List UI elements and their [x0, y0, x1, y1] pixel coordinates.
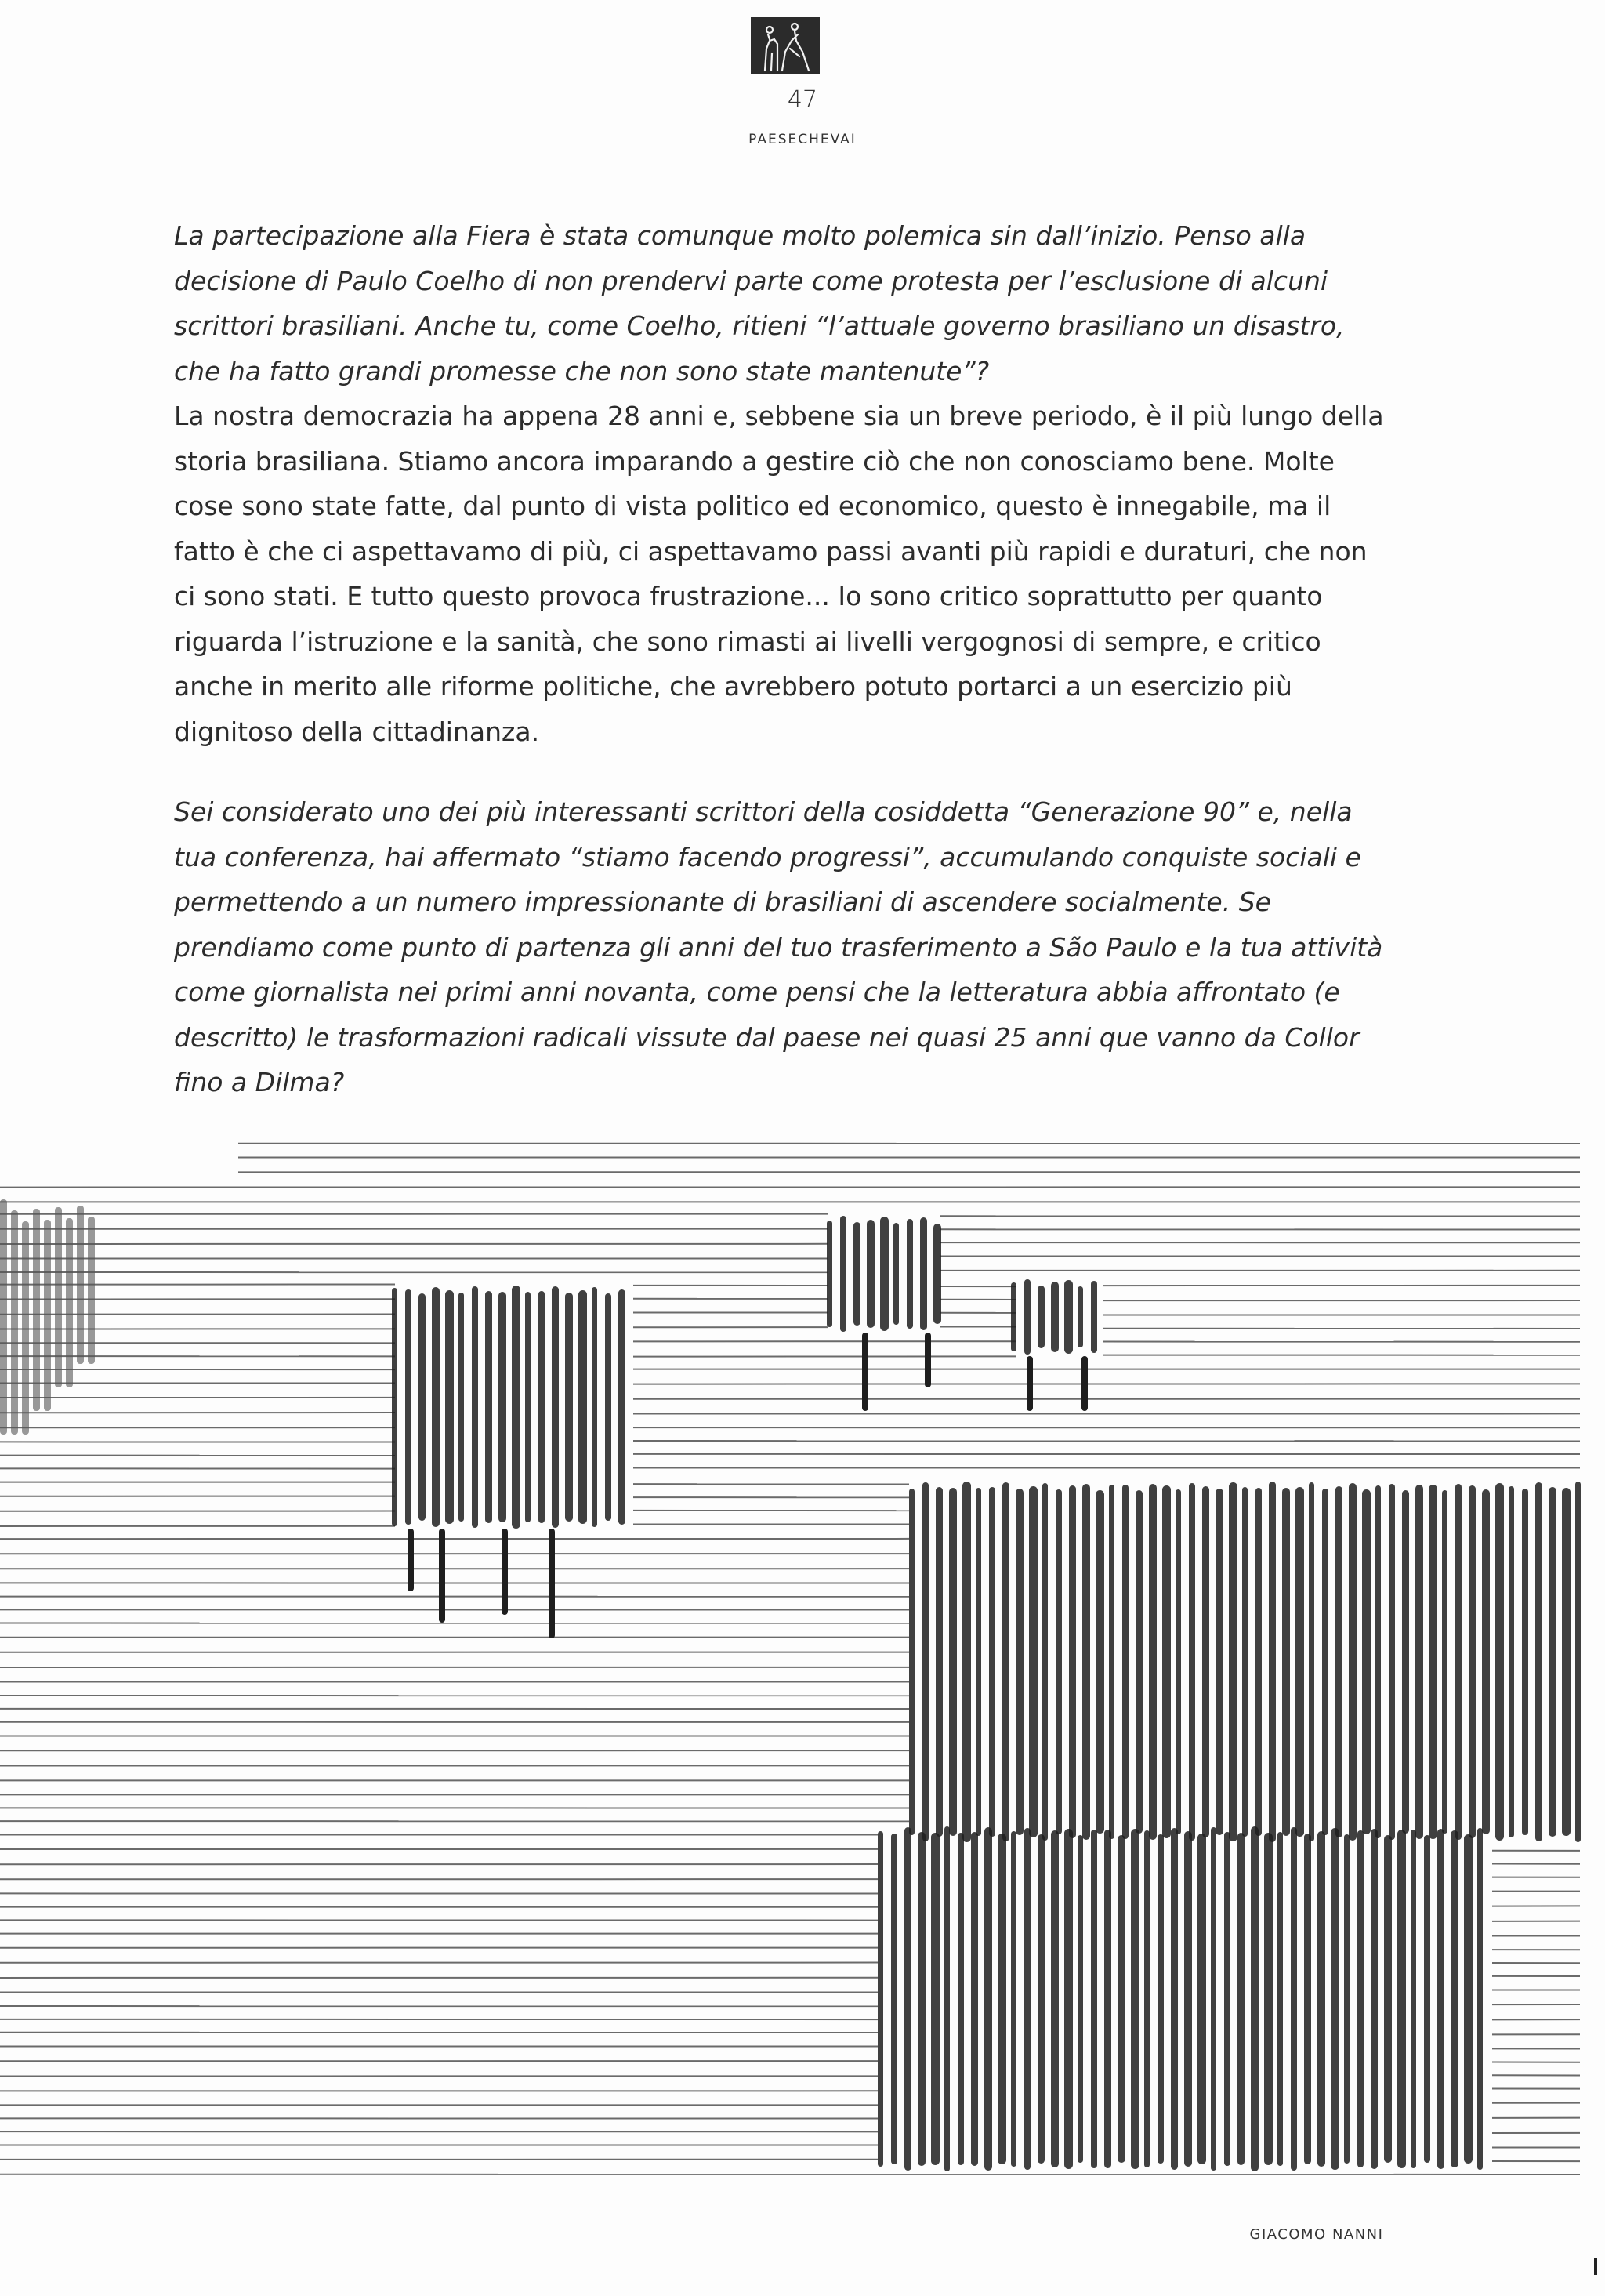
- ink-stroke: [880, 1217, 889, 1331]
- ink-stroke: [1509, 1486, 1514, 1837]
- ink-stroke: [867, 1220, 875, 1328]
- ink-stroke: [1304, 1834, 1311, 2164]
- section-label: PAESECHEVAI: [748, 132, 857, 147]
- ink-stroke-edge: [44, 1220, 51, 1411]
- ink-stroke: [922, 1482, 929, 1841]
- ink-stroke: [904, 1827, 911, 2171]
- ink-stroke: [1522, 1489, 1528, 1835]
- ink-stroke: [1216, 1489, 1223, 1835]
- ink-stroke: [565, 1293, 573, 1522]
- ink-stroke: [949, 1488, 957, 1836]
- ink-stroke: [1064, 1280, 1073, 1354]
- ink-stroke: [1451, 1830, 1458, 2167]
- ink-stroke-leg: [408, 1529, 414, 1591]
- ink-stroke: [1464, 1834, 1473, 2164]
- ink-stroke: [1056, 1489, 1062, 1834]
- horse-and-riders-logo-icon: [751, 17, 820, 74]
- ink-stroke: [1317, 1831, 1325, 2167]
- ink-stroke: [618, 1289, 625, 1525]
- ink-stroke: [1051, 1282, 1059, 1352]
- ink-stroke-edge: [66, 1218, 73, 1387]
- ink-stroke: [1042, 1483, 1048, 1841]
- ink-stroke: [1051, 1830, 1059, 2167]
- ink-stroke: [1371, 1829, 1378, 2169]
- ink-stroke: [1309, 1482, 1314, 1841]
- ink-stroke: [1078, 1286, 1083, 1347]
- ink-stroke: [1469, 1485, 1476, 1838]
- page-number: 47: [787, 86, 818, 114]
- ink-stroke: [445, 1290, 454, 1524]
- ink-stroke: [989, 1487, 995, 1837]
- ink-stroke: [1176, 1489, 1181, 1834]
- ink-stroke-edge: [55, 1207, 62, 1387]
- ink-stroke: [1357, 1830, 1364, 2167]
- ink-stroke: [1144, 1830, 1150, 2167]
- page-edge-mark: [1594, 2258, 1597, 2275]
- ink-stroke: [1211, 1827, 1216, 2171]
- ink-stroke: [1575, 1482, 1581, 1842]
- ink-stroke-leg: [925, 1333, 931, 1387]
- ink-stroke: [1229, 1482, 1237, 1841]
- ink-stroke: [958, 1833, 964, 2165]
- ink-stroke: [909, 1489, 915, 1835]
- ink-stroke: [1455, 1484, 1462, 1840]
- ink-stroke: [1282, 1488, 1290, 1836]
- ink-stroke: [1322, 1489, 1328, 1835]
- illustration-credit: GIACOMO NANNI: [1249, 2226, 1384, 2243]
- interview-question: Sei considerato uno dei più interessanti scrittori della cosiddetta “Generazione 90” e, nella tua conferenza, hai affermato “stiamo facendo progressi”, accumulando conquiste sociali e permettendo a un numero impressionante di brasiliani di ascendere socialmente. Se prendiamo come punto di partenza gli anni del tuo trasferimento a São Paulo e la tua attività come giornalista nei primi anni novanta, come pensi che la letteratura abbia affrontato (e descritto) le trasformazioni radicali vissute dal paese nei quasi 25 anni que vanno da Collor fino a Dilma?: [174, 796, 1383, 1097]
- ink-stroke: [1331, 1828, 1339, 2170]
- ink-stroke: [931, 1833, 940, 2165]
- ink-stroke: [1415, 1485, 1423, 1839]
- ink-stroke: [1104, 1830, 1111, 2168]
- ink-stroke: [1136, 1490, 1143, 1834]
- ink-stroke: [592, 1287, 597, 1527]
- ink-stroke: [498, 1292, 506, 1522]
- ink-stroke: [552, 1286, 559, 1528]
- ink-stroke: [1069, 1485, 1076, 1838]
- ink-stroke: [1535, 1482, 1542, 1841]
- ink-stroke: [1162, 1485, 1171, 1838]
- interview-question: La partecipazione alla Fiera è stata comunque molto polemica sin dall’inizio. Penso alla decisione di Paulo Coelho di non prendervi parte come protesta per l’esclusione di alcuni scrittori brasiliani. Anche tu, come Coelho, ritieni “l’attuale governo brasiliano un disastro, che ha fatto grandi promesse che non sono state mantenute”?: [174, 220, 1345, 386]
- ink-stroke: [944, 1826, 950, 2171]
- ink-stroke: [1482, 1489, 1490, 1834]
- ink-stroke: [962, 1482, 971, 1842]
- ink-stroke: [1024, 1828, 1031, 2170]
- ink-stroke: [1202, 1486, 1209, 1837]
- ink-stroke: [971, 1832, 978, 2166]
- ink-stroke: [918, 1832, 926, 2166]
- ink-stroke: [1197, 1834, 1206, 2164]
- line-illustration: [0, 1121, 1605, 2218]
- ink-stroke-leg: [1027, 1356, 1033, 1411]
- ink-stroke: [1091, 1830, 1097, 2168]
- ink-stroke: [907, 1219, 913, 1329]
- ink-stroke: [1242, 1487, 1248, 1837]
- ink-stroke: [1335, 1486, 1342, 1837]
- ink-stroke-edge: [88, 1217, 95, 1364]
- ink-stroke: [1091, 1281, 1097, 1353]
- ink-stroke: [1122, 1485, 1129, 1839]
- ink-stroke: [1442, 1490, 1447, 1834]
- ink-stroke: [1549, 1487, 1556, 1837]
- ink-stroke: [1402, 1490, 1409, 1834]
- ink-stroke: [1011, 1282, 1016, 1351]
- ink-stroke: [936, 1487, 943, 1837]
- ink-stroke: [1082, 1484, 1090, 1840]
- ink-stroke: [1149, 1484, 1157, 1840]
- ink-stroke-edge: [0, 1199, 7, 1435]
- ink-stroke: [1109, 1485, 1114, 1839]
- ink-stroke: [1349, 1483, 1357, 1841]
- ink-stroke: [1038, 1286, 1045, 1348]
- ink-stroke: [1016, 1489, 1024, 1835]
- ink-stroke: [1002, 1482, 1009, 1841]
- ink-stroke: [1277, 1832, 1283, 2166]
- ink-stroke: [1118, 1835, 1125, 2163]
- ink-stroke: [1024, 1279, 1031, 1355]
- ink-stroke: [933, 1224, 941, 1324]
- interview-block-1: [174, 213, 1397, 754]
- ink-stroke: [998, 1834, 1006, 2164]
- ink-stroke: [976, 1488, 981, 1836]
- ink-stroke: [1397, 1830, 1406, 2168]
- ink-stroke: [1255, 1488, 1262, 1836]
- ink-stroke: [1264, 1833, 1273, 2165]
- ink-stroke: [920, 1217, 927, 1330]
- ink-stroke: [432, 1287, 440, 1527]
- ink-stroke: [1184, 1831, 1192, 2167]
- ink-stroke: [1237, 1833, 1245, 2165]
- ink-stroke: [538, 1291, 545, 1523]
- ink-stroke: [1131, 1829, 1139, 2169]
- ink-stroke: [1424, 1835, 1430, 2163]
- ink-stroke: [1158, 1834, 1164, 2164]
- ink-stroke: [1011, 1831, 1016, 2167]
- ink-stroke: [1251, 1826, 1259, 2171]
- ink-stroke: [1562, 1488, 1571, 1836]
- ink-stroke: [605, 1293, 611, 1521]
- ink-stroke: [1064, 1829, 1073, 2169]
- ink-stroke: [1038, 1834, 1045, 2164]
- ink-stroke: [1096, 1490, 1104, 1834]
- ink-stroke: [1477, 1828, 1483, 2170]
- ink-stroke: [392, 1288, 397, 1526]
- ink-stroke: [1375, 1485, 1381, 1838]
- ink-stroke: [878, 1831, 883, 2167]
- ink-stroke: [1189, 1483, 1195, 1841]
- ink-stroke: [485, 1291, 492, 1523]
- ink-stroke: [1495, 1483, 1504, 1841]
- ink-stroke: [1291, 1827, 1297, 2171]
- ink-stroke: [418, 1293, 426, 1521]
- ink-stroke: [1078, 1835, 1083, 2163]
- ink-stroke: [1171, 1828, 1178, 2170]
- ink-stroke-leg: [549, 1529, 555, 1638]
- ink-stroke-edge: [33, 1209, 40, 1411]
- interview-block-2: [174, 789, 1397, 1105]
- ink-stroke: [891, 1834, 897, 2164]
- ink-stroke: [525, 1292, 531, 1522]
- ink-stroke: [1389, 1484, 1395, 1840]
- ink-stroke: [1437, 1829, 1444, 2169]
- ink-stroke: [1269, 1482, 1276, 1842]
- ink-stroke: [853, 1222, 860, 1326]
- ink-stroke: [1344, 1834, 1350, 2164]
- ink-stroke-edge: [22, 1221, 29, 1435]
- ink-stroke-leg: [439, 1529, 445, 1623]
- ink-stroke-leg: [502, 1529, 508, 1615]
- ink-stroke: [1384, 1835, 1392, 2163]
- ink-stroke: [827, 1221, 832, 1327]
- ink-stroke: [840, 1216, 846, 1332]
- ink-stroke-edge: [77, 1206, 84, 1364]
- interview-answer: La nostra democrazia ha appena 28 anni e, sebbene sia un breve periodo, è il più lungo della storia brasiliana. Stiamo ancora imparando a gestire ciò che non conosciamo bene. Molte cose sono state fatte, dal punto di vista politico ed economico, questo è innegabile, ma il fatto è che ci aspettavamo di più, ci aspettavamo passi avanti più rapidi e duraturi, che non ci sono stati. E tutto questo provoca frustrazione... Io sono critico soprattutto per quanto riguarda l’istruzione e la sanità, che sono rimasti ai livelli vergognosi di sempre, e critico anche in merito alle riforme politiche, che avrebbero potuto portarci a un esercizio più dignitoso della cittadinanza.: [174, 401, 1384, 747]
- ink-stroke: [1429, 1485, 1437, 1839]
- ink-stroke: [1411, 1830, 1416, 2168]
- ink-stroke: [578, 1290, 587, 1524]
- ink-stroke: [472, 1286, 478, 1528]
- ink-stroke: [1029, 1486, 1038, 1837]
- ink-stroke: [405, 1289, 411, 1525]
- ink-stroke: [1295, 1487, 1304, 1837]
- ink-stroke-leg: [1081, 1356, 1088, 1411]
- ink-stroke-edge: [11, 1210, 18, 1435]
- ink-stroke: [893, 1223, 899, 1325]
- ink-stroke: [984, 1827, 992, 2171]
- ink-stroke: [1224, 1832, 1230, 2166]
- ink-stroke: [1362, 1489, 1371, 1834]
- ink-stroke-leg: [862, 1333, 868, 1411]
- ink-stroke: [458, 1293, 464, 1522]
- ink-stroke: [512, 1286, 520, 1529]
